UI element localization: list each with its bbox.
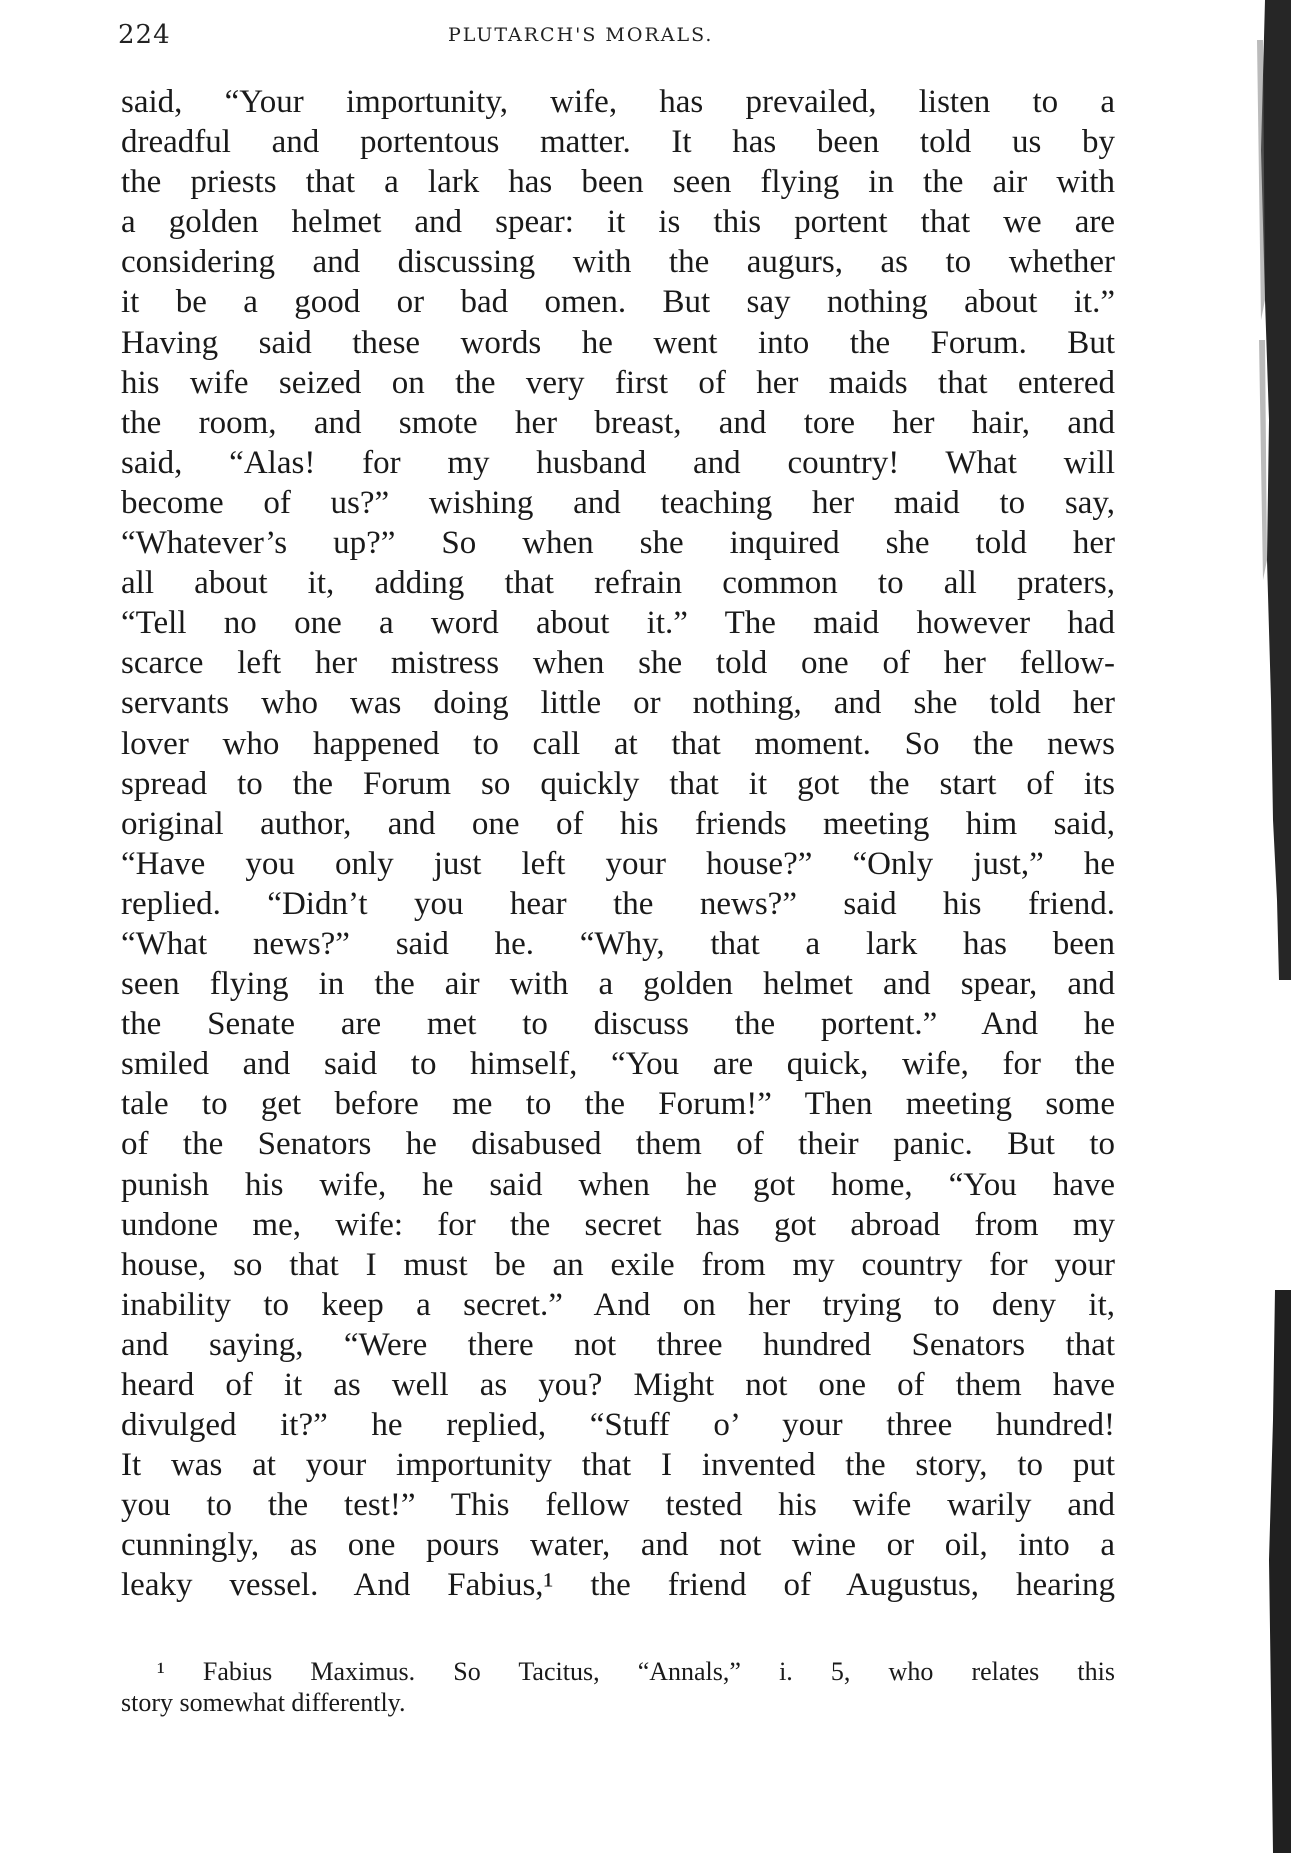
page-number: 224 — [118, 20, 171, 50]
text-line: his wife seized on the very first of her maids that entered — [121, 364, 1115, 401]
text-line: servants who was doing little or nothing, and she told her — [121, 685, 1115, 722]
running-head — [118, 20, 1118, 50]
text-line: “Have you only just left your house?” “Only just,” he — [121, 845, 1115, 882]
text-line: “Tell no one a word about it.” The maid however had — [121, 605, 1115, 642]
text-line: Having said these words he went into the Forum. But — [121, 324, 1115, 361]
text-line: heard of it as well as you? Might not one of them have — [121, 1367, 1115, 1403]
text-line: said, “Alas! for my husband and country! What will — [121, 444, 1115, 481]
text-line: the priests that a lark has been seen flying in the air with — [121, 164, 1115, 201]
text-line: divulged it?” he replied, “Stuff o’ your three hundred! — [121, 1407, 1115, 1444]
text-line: undone me, wife: for the secret has got abroad from my — [121, 1206, 1115, 1243]
text-line: the room, and smote her breast, and tore her hair, and — [121, 404, 1115, 441]
text-line: lover who happened to call at that moment. So the news — [121, 725, 1115, 762]
text-line: original author, and one of his friends meeting him said, — [121, 805, 1115, 842]
text-line: dreadful and portentous matter. It has been told us by — [121, 124, 1115, 161]
text-line: considering and discussing with the augurs, as to whether — [121, 244, 1115, 281]
footnote — [121, 1656, 1115, 1718]
running-title: PLUTARCH'S MORALS. — [448, 24, 714, 46]
text-line: become of us?” wishing and teaching her maid to say, — [121, 484, 1115, 521]
text-line: house, so that I must be an exile from my country for your — [121, 1246, 1115, 1283]
text-line: the Senate are met to discuss the portent.” And he — [121, 1006, 1115, 1043]
text-line: a golden helmet and spear: it is this portent that we are — [121, 204, 1115, 241]
text-line: seen flying in the air with a golden helmet and spear, and — [121, 966, 1115, 1003]
text-line: scarce left her mistress when she told one of her fellow- — [121, 645, 1115, 682]
text-line: punish his wife, he said when he got home, “You have — [121, 1166, 1115, 1203]
text-line: of the Senators he disabused them of their panic. But to — [121, 1126, 1115, 1163]
text-line: “What news?” said he. “Why, that a lark has been — [121, 925, 1115, 962]
text-line: inability to keep a secret.” And on her trying to deny it, — [121, 1286, 1115, 1323]
text-line: smiled and said to himself, “You are quick, wife, for the — [121, 1046, 1115, 1083]
footnote-line: ¹ Fabius Maximus. So Tacitus, “Annals,” i. 5, who relates this — [157, 1657, 1115, 1686]
text-line: you to the test!” This fellow tested his wife warily and — [121, 1487, 1115, 1524]
text-line: “Whatever’s up?” So when she inquired she told her — [121, 525, 1115, 562]
body-text — [121, 82, 1115, 1606]
text-line: tale to get before me to the Forum!” Then meeting some — [121, 1086, 1115, 1123]
text-line: it be a good or bad omen. But say nothing about it.” — [121, 284, 1115, 321]
text-line: cunningly, as one pours water, and not wine or oil, into a — [121, 1527, 1115, 1564]
text-line: and saying, “Were there not three hundred Senators that — [121, 1326, 1115, 1363]
text-line: It was at your importunity that I invented the story, to put — [121, 1447, 1115, 1484]
scan-edge-shadow-lower — [1269, 1290, 1291, 1853]
scan-edge-shadow — [1235, 0, 1291, 1853]
text-line: replied. “Didn’t you hear the news?” said his friend. — [121, 885, 1115, 922]
footnote-line: story somewhat differently. — [121, 1688, 406, 1717]
text-line: said, “Your importunity, wife, has prevailed, listen to a — [121, 84, 1115, 120]
text-line: spread to the Forum so quickly that it got the start of its — [121, 765, 1115, 802]
text-line: all about it, adding that refrain common to all praters, — [121, 565, 1115, 602]
text-line: leaky vessel. And Fabius,¹ the friend of Augustus, hearing — [121, 1567, 1115, 1604]
